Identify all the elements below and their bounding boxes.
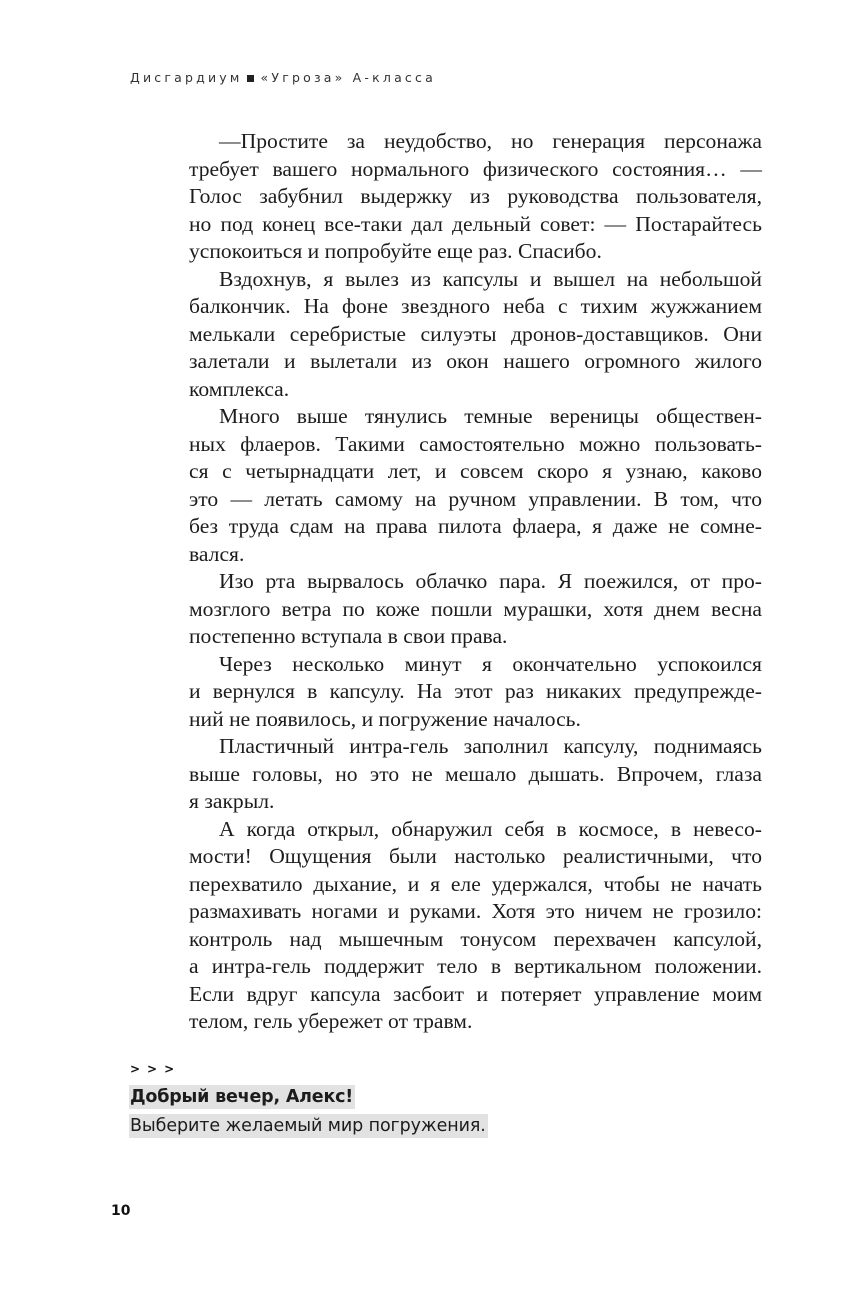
text-line: а интра-гель поддержит тело в вертикальном положении. — [189, 954, 762, 978]
paragraph-5 — [189, 651, 762, 734]
text-line: комплекса. — [189, 376, 290, 401]
text-line: ний не появилось, и погружение началось. — [189, 706, 581, 731]
running-head — [130, 70, 436, 85]
text-line: требует вашего нормального физического состояния… — — [189, 156, 762, 181]
text-line: Изо рта вырвалось облачко пара. Я поежился, от про- — [219, 569, 762, 593]
text-line: мозглого ветра по коже пошли мурашки, хотя днем весна — [189, 596, 762, 621]
text-line: успокоиться и попробуйте еще раз. Спасибо. — [189, 239, 602, 263]
text-line: вался. — [189, 541, 245, 566]
text-line: без труда сдам на права пилота флаера, я даже не сомне- — [189, 514, 762, 538]
text-line: и вернулся в капсулу. На этот раз никаких предупрежде- — [189, 679, 762, 703]
text-line: но под конец все-таки дал дельный совет: — Постарайтесь — [189, 211, 762, 236]
text-line: телом, гель убережет от травм. — [189, 1009, 473, 1033]
paragraph-3 — [189, 403, 762, 568]
text-line: мелькали серебристые силуэты дронов-доставщиков. Они — [189, 321, 762, 346]
system-prompt: Выберите желаемый мир погружения. — [130, 1116, 486, 1136]
system-greeting: Добрый вечер, Алекс! — [130, 1087, 354, 1107]
text-line: выше головы, но это не мешало дышать. Впрочем, глаза — [189, 761, 762, 786]
system-marker: >>> — [130, 1062, 182, 1076]
paragraph-4 — [189, 568, 762, 651]
text-line: Через несколько минут я окончательно успокоился — [219, 651, 762, 676]
text-line: это — летать самому на ручном управлении. В том, что — [189, 486, 762, 511]
text-line: балкончик. На фоне звездного неба с тихим жужжанием — [189, 294, 762, 318]
text-line: залетали и вылетали из окон нашего огромного жилого — [189, 349, 762, 373]
text-line: Если вдруг капсула засбоит и потеряет управление моим — [189, 981, 762, 1006]
separator-square-icon — [247, 75, 254, 82]
paragraph-6 — [189, 733, 762, 816]
book-title: Дисгардиум — [130, 70, 243, 85]
text-line: Много выше тянулись темные вереницы обществен- — [219, 404, 762, 428]
text-line: Вздохнув, я вылез из капсулы и вышел на небольшой — [219, 266, 762, 291]
paragraph-7 — [189, 816, 762, 1036]
text-line: размахивать ногами и руками. Хотя это ничем не грозило: — [189, 899, 762, 923]
text-line: перехватило дыхание, и я еле удержался, чтобы не начать — [189, 871, 762, 896]
text-line: ся с четырнадцати лет, и совсем скоро я узнаю, каково — [189, 459, 762, 483]
text-line: —Простите за неудобство, но генерация персонажа — [219, 129, 762, 153]
text-line: постепенно вступала в свои права. — [189, 624, 508, 648]
page-number: 10 — [111, 1203, 131, 1219]
body-text — [189, 128, 762, 1036]
text-line: я закрыл. — [189, 789, 275, 813]
part-title: «Угроза» А-класса — [260, 70, 436, 85]
text-line: А когда открыл, обнаружил себя в космосе, в невесо- — [219, 816, 762, 841]
text-line: Пластичный интра-гель заполнил капсулу, поднимаясь — [219, 734, 762, 758]
paragraph-1 — [189, 128, 762, 266]
text-line: Голос забубнил выдержку из руководства пользователя, — [189, 184, 762, 208]
paragraph-2 — [189, 266, 762, 404]
text-line: мости! Ощущения были настолько реалистичными, что — [189, 844, 762, 868]
text-line: ных флаеров. Такими самостоятельно можно пользовать- — [189, 431, 762, 456]
text-line: контроль над мышечным тонусом перехвачен капсулой, — [189, 926, 762, 951]
